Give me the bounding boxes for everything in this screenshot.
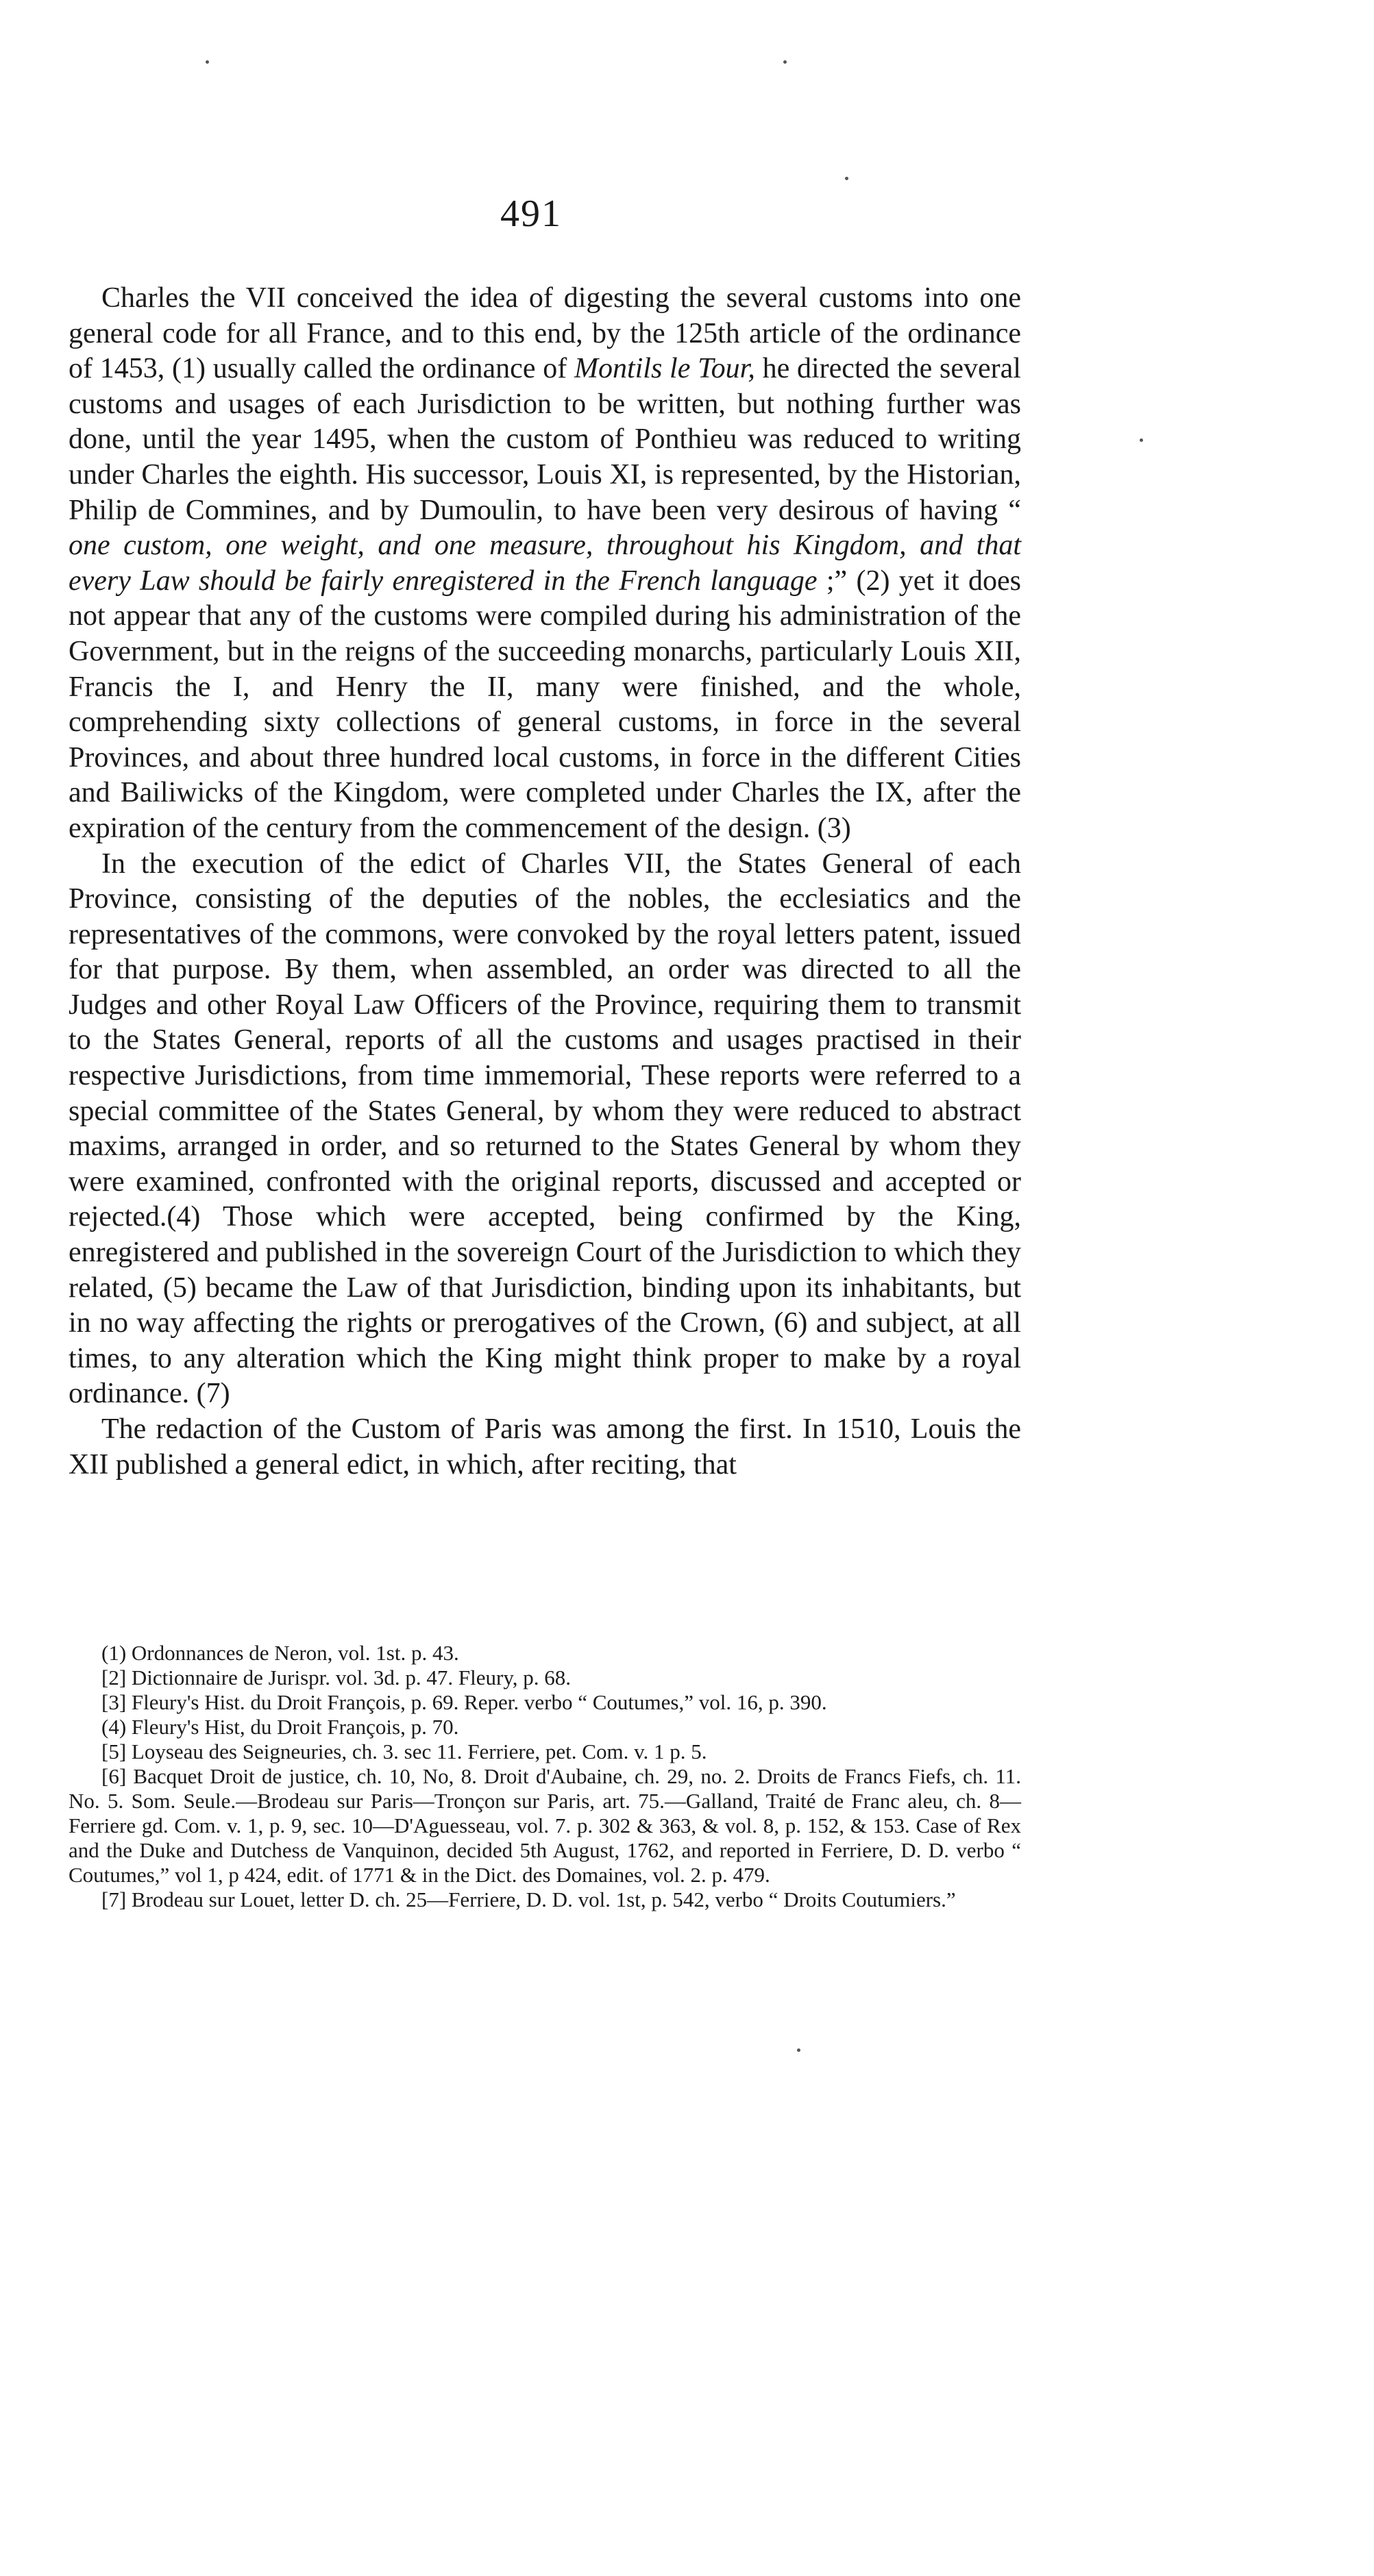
scan-speck [206, 60, 209, 64]
scan-speck [1140, 438, 1143, 442]
text-run: ;” (2) yet it does not appear that any of the customs were compiled during his administration of the Government, but in the reigns of the succeeding monarchs, particularly Louis XII, Francis the I, and Henry the II, many were finished, and the whole, comprehending sixty collections of general customs, in force in the several Provinces, and about three hundred local customs, in force in the different Cities and Bailiwicks of the Kingdom, were completed under Charles the IX, after the expiration of the century from the commencement of the design. (3) [69, 565, 1021, 844]
text-run: he directed the several customs and usages of each Jurisdiction to be written, but nothing further was done, until the year 1495, when the custom of Ponthieu was reduced to writing under Charles the eighth. His successor, Louis XI, is represented, by the Historian, Philip de Commines, and by Dumoulin, to have been very desirous of having “ [69, 353, 1021, 526]
footnote: (1) Ordonnances de Neron, vol. 1st. p. 43. [101, 1641, 459, 1665]
body-paragraph [69, 1412, 1021, 1483]
page-number: 491 [500, 193, 562, 235]
footnote: (4) Fleury's Hist, du Droit François, p. 70. [101, 1715, 459, 1739]
body-paragraph [69, 847, 1021, 1413]
italic-text: one custom, one weight, and one measure, throughout his Kingdom, and that every Law should be fairly enregistered in the French language [69, 530, 1021, 597]
scan-speck [845, 177, 848, 180]
footnotes [69, 1641, 1021, 1912]
footnote: [6] Bacquet Droit de justice, ch. 10, No, 8. Droit d'Aubaine, ch. 29, no. 2. Droits de Francs Fiefs, ch. 11. No. 5. Som. Seule.—Brodeau sur Paris—Tronçon sur Paris, art. 75.—Galland, Traité de Franc aleu, ch. 8—Ferriere gd. Com. v. 1, p. 9, sec. 10—D'Aguesseau, vol. 7. p. 302 & 363, & vol. 8, p. 152, & 153. Case of Rex and the Duke and Dutchess de Vanquinon, decided 5th August, 1762, and reported in Ferriere, D. D. verbo “ Coutumes,” vol 1, p 424, edit. of 1771 & in the Dict. des Domaines, vol. 2. p. 479. [69, 1764, 1021, 1887]
text-run: Charles the VII conceived the idea of digesting the several customs into one general code for all France, and to this end, by the 125th article of the ordinance of 1453, (1) usually called the ordinance of [69, 282, 1021, 385]
text-run: The redaction of the Custom of Paris was among the first. In 1510, Louis the XII published a general edict, in which, after reciting, that [69, 1413, 1021, 1481]
italic-text: Montils le Tour, [574, 353, 755, 385]
text-run: In the execution of the edict of Charles VII, the States General of each Province, consisting of the deputies of the nobles, the ecclesiatics and the representatives of the commons, were convoked by the royal letters patent, issued for that purpose. By them, when assembled, an order was directed to all the Judges and other Royal Law Officers of the Province, requiring them to transmit to the States General, reports of all the customs and usages practised in their respective Jurisdictions, from time immemorial, These reports were referred to a special committee of the States General, by whom they were reduced to abstract maxims, arranged in order, and so returned to the States General by whom they were examined, confronted with the original reports, discussed and accepted or rejected.(4) Those which were accepted, being confirmed by the King, enregistered and published in the sovereign Court of the Jurisdiction to which they related, (5) became the Law of that Jurisdiction, binding upon its inhabitants, but in no way affecting the rights or prerogatives of the Crown, (6) and subject, at all times, to any alteration which the King might think proper to make by a royal ordinance. (7) [69, 847, 1021, 1410]
body-paragraph [69, 281, 1021, 847]
footnote: [3] Fleury's Hist. du Droit François, p. 69. Reper. verbo “ Coutumes,” vol. 16, p. 390. [101, 1690, 827, 1714]
footnote: [2] Dictionnaire de Jurispr. vol. 3d. p. 47. Fleury, p. 68. [101, 1665, 572, 1689]
scan-speck [797, 2048, 800, 2052]
footnote: [5] Loyseau des Seigneuries, ch. 3. sec 11. Ferriere, pet. Com. v. 1 p. 5. [101, 1739, 707, 1763]
scan-speck [783, 60, 787, 64]
body-text [69, 281, 1021, 1483]
footnote: [7] Brodeau sur Louet, letter D. ch. 25—Ferriere, D. D. vol. 1st, p. 542, verbo “ Droits Coutumiers.” [101, 1887, 956, 1911]
